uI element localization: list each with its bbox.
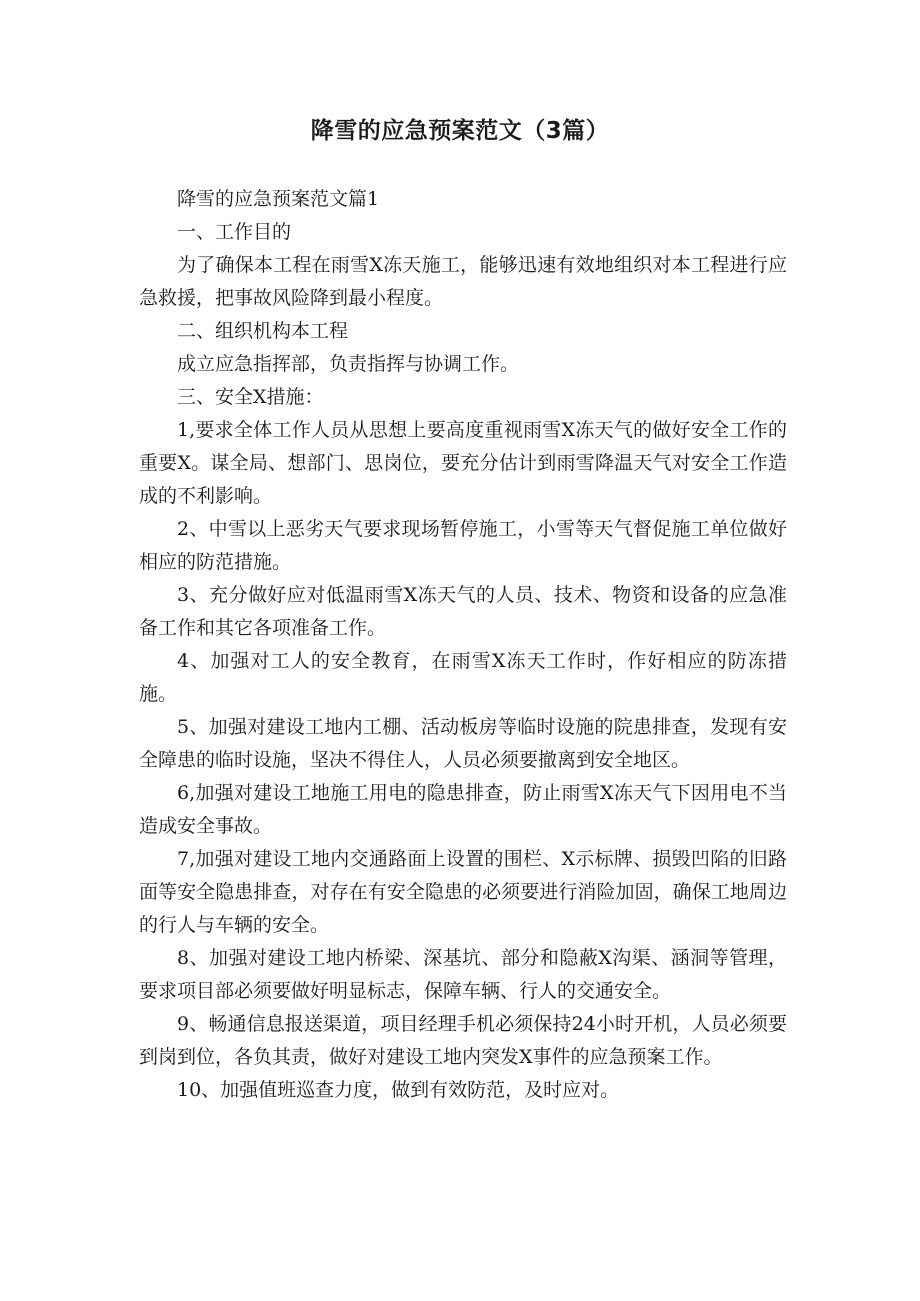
list-item: 3、充分做好应对低温雨雪X冻天气的人员、技术、物资和设备的应急准备工作和其它各项准备工作。 [139, 584, 787, 639]
body-paragraph: 为了确保本工程在雨雪X冻天施工，能够迅速有效地组织对本工程进行应急救援，把事故风险降到最小程度。 [139, 254, 787, 309]
document-body [139, 183, 787, 1107]
list-item: 10、加强值班巡查力度，做到有效防范，及时应对。 [177, 1079, 620, 1101]
list-item: 8、加强对建设工地内桥梁、深基坑、部分和隐蔽X沟渠、涵洞等管理，要求项目部必须要做好明显标志，保障车辆、行人的交通安全。 [139, 947, 787, 1002]
list-item: 7,加强对建设工地内交通路面上设置的围栏、X示标牌、损毁凹陷的旧路面等安全隐患排查，对存在有安全隐患的必须要进行消险加固，确保工地周边的行人与车辆的安全。 [139, 848, 787, 936]
list-item: 1,要求全体工作人员从思想上要高度重视雨雪X冻天气的做好安全工作的重要X。谋全局、想部门、思岗位，要充分估计到雨雪降温天气对安全工作造成的不利影响。 [139, 419, 787, 507]
section-heading: 一、工作目的 [177, 221, 292, 243]
list-item: 4、加强对工人的安全教育，在雨雪X冻天工作时，作好相应的防冻措施。 [139, 650, 787, 705]
body-paragraph: 成立应急指挥部，负责指挥与协调工作。 [177, 353, 520, 375]
document-title: 降雪的应急预案范文（3篇） [310, 118, 610, 144]
list-item: 6,加强对建设工地施工用电的隐患排查，防止雨雪X冻天气下因用电不当造成安全事故。 [139, 782, 787, 837]
section-heading: 三、安全X措施： [177, 386, 324, 408]
list-item: 9、畅通信息报送渠道，项目经理手机必须保持24小时开机，人员必须要到岗到位，各负其责，做好对建设工地内突发X事件的应急预案工作。 [139, 1013, 787, 1068]
list-item: 5、加强对建设工地内工棚、活动板房等临时设施的院患排查，发现有安全障患的临时设施，坚决不得住人，人员必须要撤离到安全地区。 [139, 716, 787, 771]
section-heading: 降雪的应急预案范文篇1 [177, 188, 380, 210]
list-item: 2、中雪以上恶劣天气要求现场暂停施工，小雪等天气督促施工单位做好相应的防范措施。 [139, 518, 787, 573]
section-heading: 二、组织机构本工程 [177, 320, 349, 342]
